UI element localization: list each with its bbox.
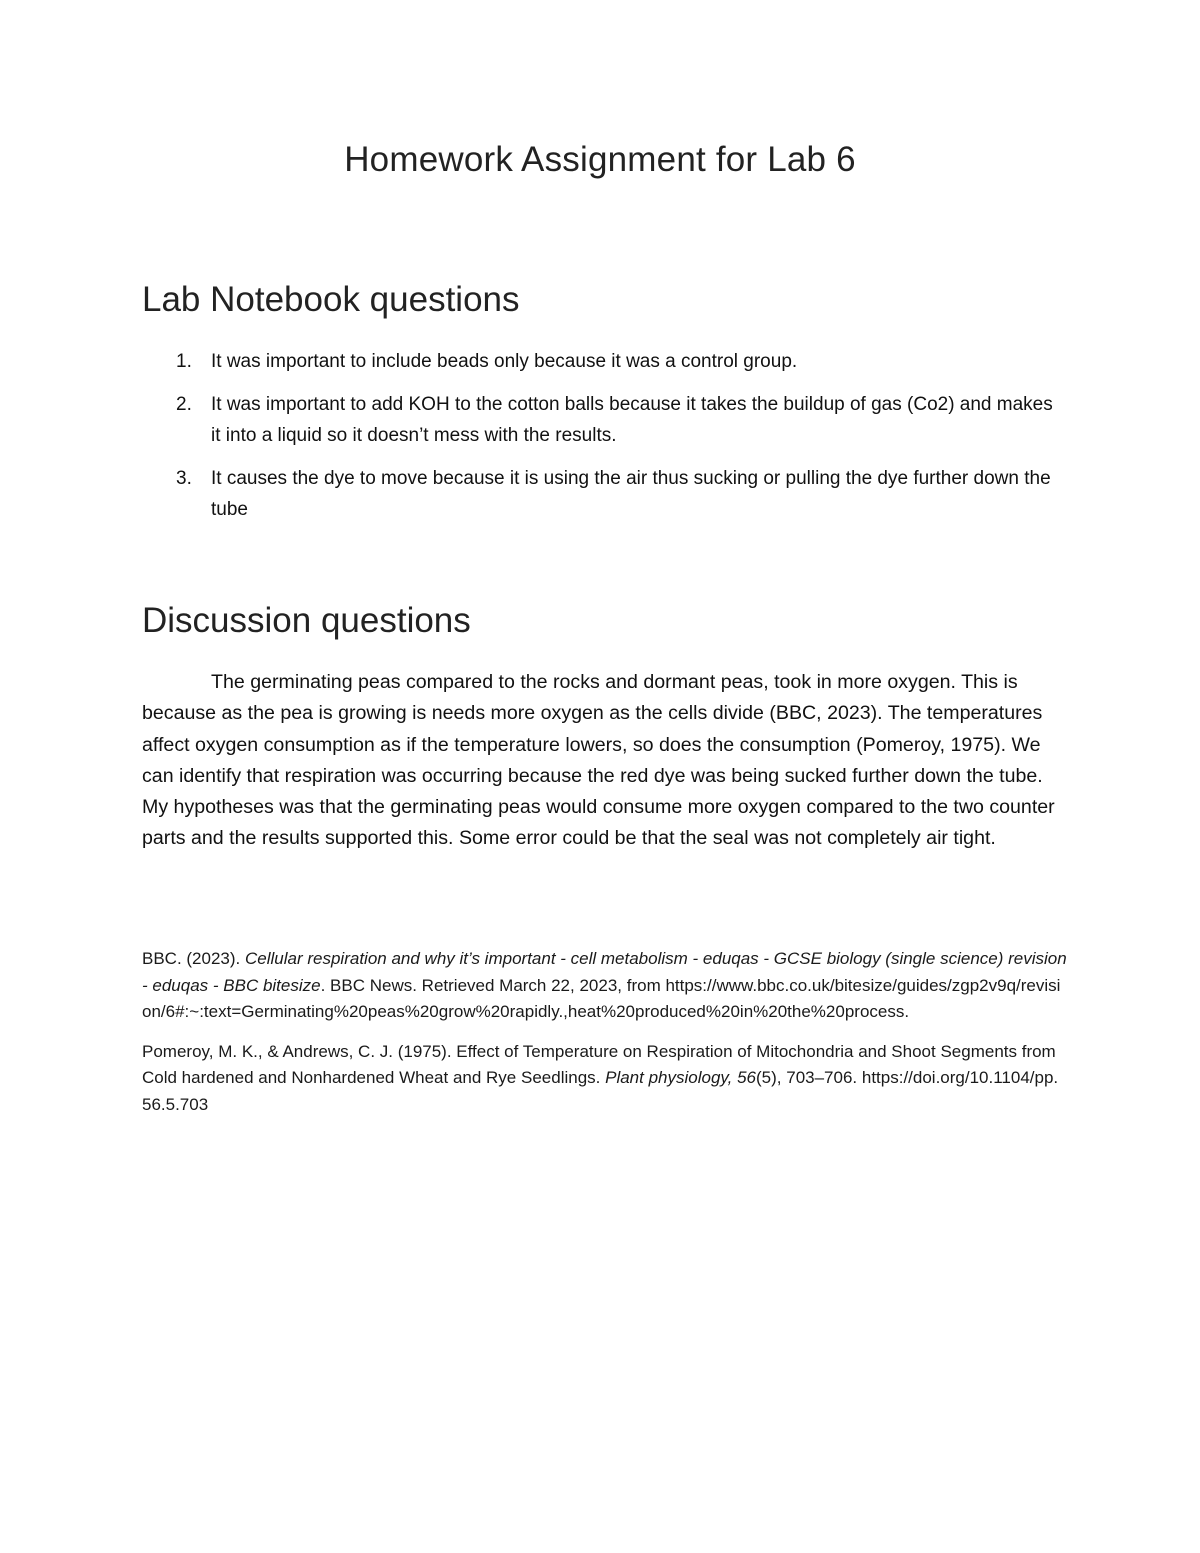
reference-journal: Plant physiology, 56 [605,1068,757,1087]
lab-notebook-list [142,346,1062,537]
references-section [142,946,1067,1131]
reference-details: . BBC News. Retrieved March 22, 2023, from https://www.bbc.co.uk/bitesize/guides/zgp2v9q/revision/6#:~:text=Germinating%20peas%20grow%20rapidly.,heat%20produced%20in%20the%20process. [142,975,1061,1021]
reference-title: Cellular respiration and why it’s important - cell metabolism - eduqas - GCSE biology (single science) revision - eduqas - BBC bitesize [142,949,1067,995]
list-item [142,346,1062,377]
list-item-text: It was important to add KOH to the cotton balls because it takes the buildup of gas (Co2) and makes it into a liquid so it doesn’t mess with the results. [211,394,1053,446]
list-item-number: 1. [176,351,192,372]
discussion-heading: Discussion questions [142,601,471,640]
reference-pomeroy [142,1039,1067,1119]
document-title: Homework Assignment for Lab 6 [344,140,856,179]
list-item [142,463,1062,525]
discussion-paragraph: The germinating peas compared to the rocks and dormant peas, took in more oxygen. This is because as the pea is growing is needs more oxygen as the cells divide (BBC, 2023). The temperatures affect oxygen consumption as if the temperature lowers, so does the consumption (Pomeroy, 1975). We can identify that respiration was occurring because the red dye was being sucked further down the tube. My hypotheses was that the germinating peas would consume more oxygen compared to the two counter parts and the results supported this. Some error could be that the seal was not completely air tight. [142,671,1055,850]
reference-details: (5), 703–706. https://doi.org/10.1104/pp.56.5.703 [142,1068,1059,1114]
reference-author: BBC. (2023). [142,949,245,968]
list-item-number: 2. [176,394,192,415]
list-item-number: 3. [176,468,192,489]
reference-author: Pomeroy, M. K., & Andrews, C. J. (1975). Effect of Temperature on Respiration of Mitochondria and Shoot Segments from Cold hardened and Nonhardened Wheat and Rye Seedlings. [142,1041,1056,1087]
list-item-text: It causes the dye to move because it is using the air thus sucking or pulling the dye further down the tube [211,468,1051,520]
lab-notebook-heading: Lab Notebook questions [142,280,520,319]
reference-bbc [142,946,1067,1026]
list-item [142,389,1062,451]
list-item-text: It was important to include beads only because it was a control group. [211,351,798,372]
